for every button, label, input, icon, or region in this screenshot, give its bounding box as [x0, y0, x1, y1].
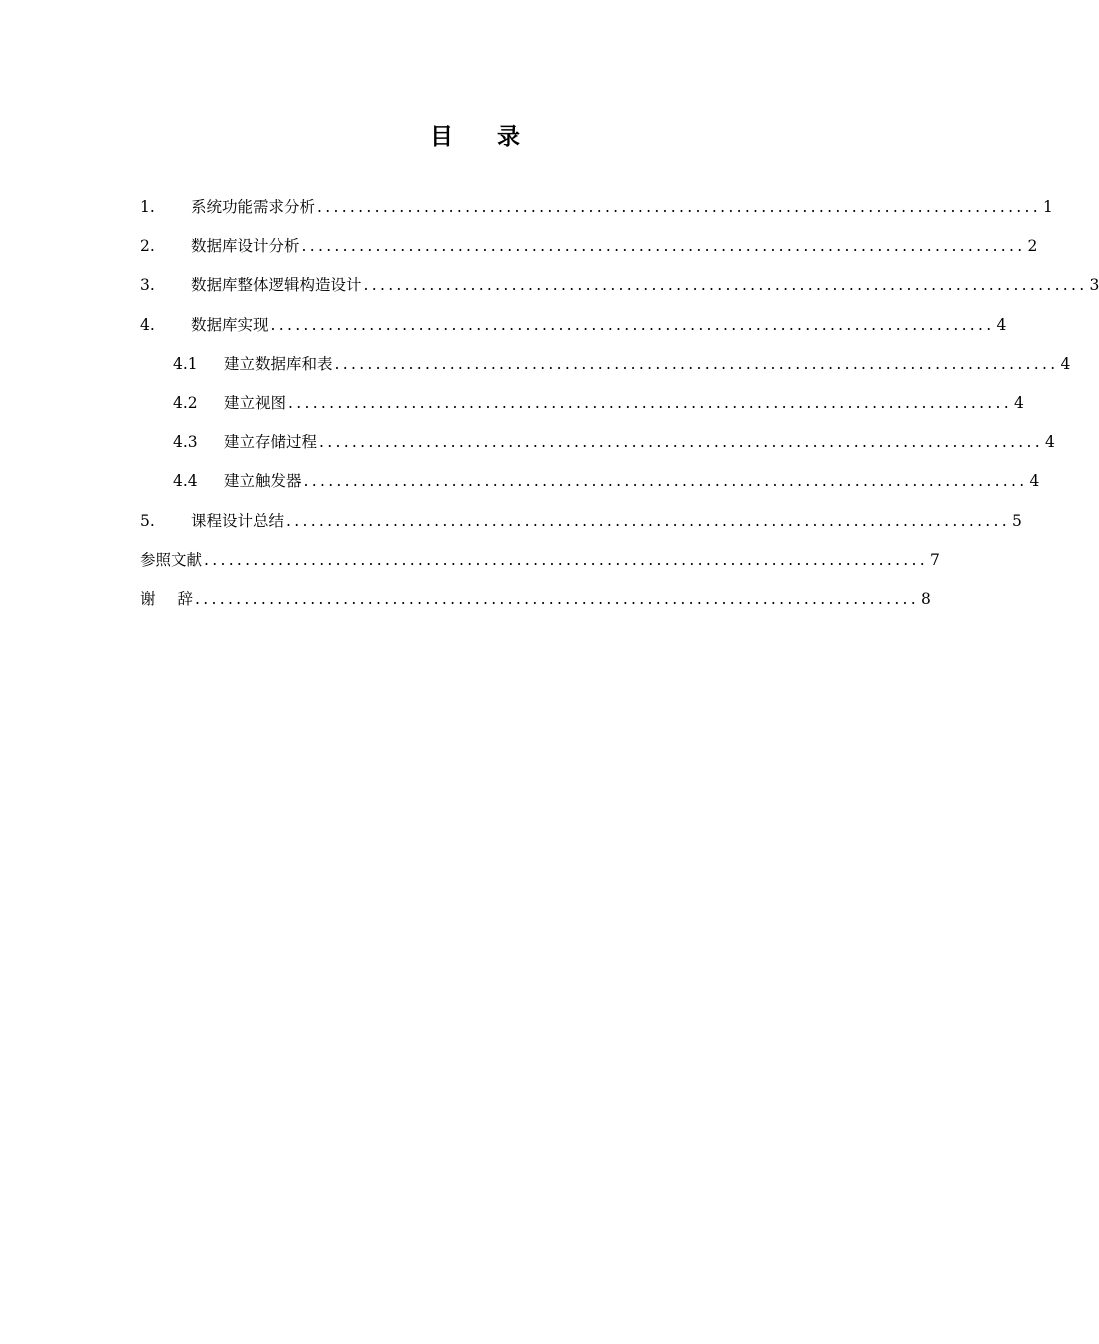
toc-entry-label: 建立数据库和表 — [224, 354, 333, 373]
toc-leader-dots: ........................................................................................ — [319, 433, 1043, 452]
toc-entry-4-3[interactable] — [140, 423, 1055, 462]
toc-entry-number: 4.4 — [173, 472, 198, 491]
table-of-contents — [140, 188, 1099, 619]
toc-leader-dots: ........................................................................................ — [301, 237, 1026, 256]
toc-entry-label: 数据库设计分析 — [191, 237, 300, 256]
toc-entry-4-4[interactable] — [140, 462, 1040, 501]
toc-entry-4-2[interactable] — [140, 384, 1024, 423]
toc-entry-number: 5. — [140, 511, 155, 530]
toc-entry-page: 5 — [1012, 511, 1022, 530]
toc-entry-page: 1 — [1043, 198, 1053, 216]
toc-entry-page: 4 — [1045, 433, 1055, 452]
toc-entry-number: 4. — [140, 315, 155, 334]
toc-entry-label: 建立触发器 — [224, 472, 302, 491]
toc-entry-page: 7 — [930, 550, 940, 569]
toc-entry-5[interactable] — [140, 502, 1022, 541]
toc-leader-dots: ........................................................................................ — [334, 354, 1059, 373]
toc-entry-page: 8 — [921, 589, 931, 608]
toc-entry-4-1[interactable] — [140, 345, 1071, 384]
toc-entry-number: 1. — [140, 198, 155, 216]
toc-entry-number: 4.1 — [173, 354, 198, 373]
toc-entry-number: 2. — [140, 237, 155, 256]
toc-entry-label: 建立视图 — [224, 393, 287, 412]
toc-leader-dots: ........................................................................................ — [317, 198, 1041, 216]
toc-leader-dots: ........................................................................................ — [303, 472, 1028, 491]
toc-title — [0, 122, 950, 152]
toc-entry-acknowledgements[interactable] — [140, 580, 931, 619]
toc-entry-label: 课程设计总结 — [191, 511, 285, 530]
toc-entry-label: 建立存储过程 — [224, 433, 318, 452]
toc-entry-label: 系统功能需求分析 — [191, 198, 316, 216]
toc-entry-page: 2 — [1027, 237, 1038, 256]
toc-entry-number: 4.2 — [173, 393, 198, 412]
toc-entry-label — [140, 580, 193, 619]
toc-leader-dots: ........................................................................................ — [288, 393, 1012, 412]
toc-leader-dots: ........................................................................................ — [270, 315, 995, 334]
toc-entry-2[interactable] — [140, 227, 1038, 266]
toc-entry-references[interactable] — [140, 541, 940, 580]
toc-leader-dots: ........................................................................................ — [195, 589, 920, 608]
toc-entry-label-char-2: 辞 — [177, 589, 194, 608]
toc-entry-number: 3. — [140, 276, 155, 295]
toc-entry-page: 4 — [1029, 472, 1040, 491]
toc-entry-4[interactable] — [140, 306, 1007, 345]
toc-leader-dots: ........................................................................................ — [204, 550, 928, 569]
toc-entry-page: 4 — [1060, 354, 1071, 373]
toc-entry-label-char-1: 谢 — [140, 589, 156, 608]
toc-entry-number: 4.3 — [173, 433, 198, 452]
toc-leader-dots: ........................................................................................ — [363, 276, 1088, 295]
toc-entry-3[interactable] — [140, 266, 1099, 305]
toc-title-char-1: 目 — [430, 124, 453, 150]
toc-entry-label: 参照文献 — [140, 550, 203, 569]
toc-entry-page: 3 — [1089, 276, 1099, 295]
toc-leader-dots: ........................................................................................ — [286, 511, 1010, 530]
toc-title-char-2: 录 — [497, 124, 520, 150]
toc-entry-label: 数据库整体逻辑构造设计 — [191, 276, 362, 295]
toc-entry-page: 4 — [996, 315, 1007, 334]
toc-entry-page: 4 — [1014, 393, 1024, 412]
toc-entry-1[interactable] — [140, 188, 1053, 227]
toc-entry-label: 数据库实现 — [191, 315, 269, 334]
